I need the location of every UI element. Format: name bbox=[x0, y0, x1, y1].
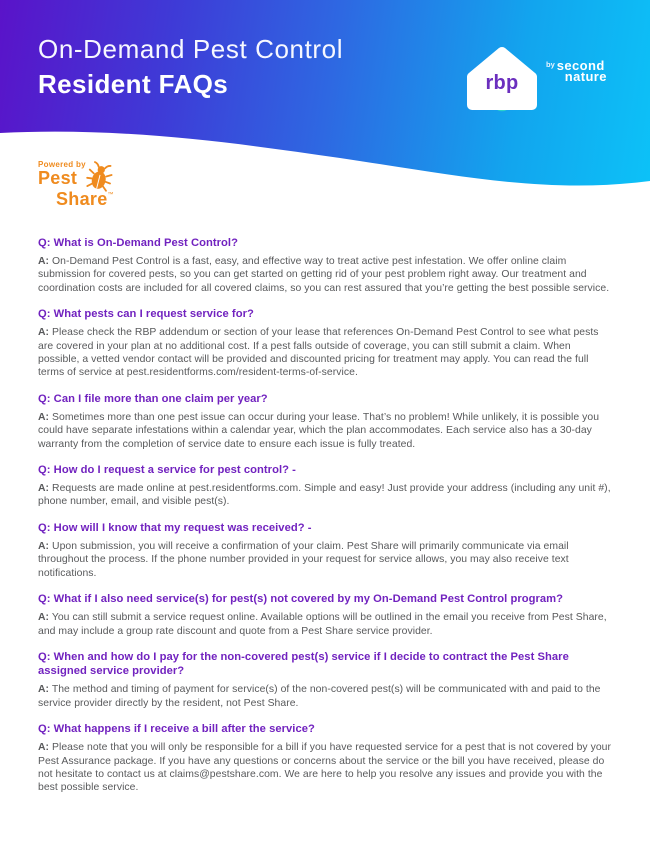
rbp-monogram: rbp bbox=[485, 72, 519, 94]
answer-text: Sometimes more than one pest issue can occur during your lease. That’s no problem! While unlikely, it is possible you could have separate infestations within a calendar year, which the plan accommodates. Each service also has a 30-day warranty from the completion of service date to ensure each issue is fully treated. bbox=[38, 411, 600, 450]
pest-label: Pest bbox=[38, 168, 78, 188]
faq-answer bbox=[38, 482, 614, 509]
faq-answer bbox=[38, 540, 614, 580]
faq-item bbox=[38, 650, 614, 710]
faq-item bbox=[38, 236, 614, 295]
second-label: second bbox=[556, 58, 605, 73]
faq-answer bbox=[38, 683, 614, 710]
rbp-second-nature-logo bbox=[466, 46, 636, 116]
answer-prefix: A: bbox=[38, 742, 50, 754]
answer-prefix: A: bbox=[38, 540, 50, 552]
pest-share-logo bbox=[38, 160, 158, 207]
faq-question: Q: What is On-Demand Pest Control? bbox=[38, 237, 238, 249]
faq-list bbox=[0, 230, 650, 795]
share-label: Share™ bbox=[56, 189, 114, 209]
answer-text: Please note that you will only be responsible for a bill if you have requested service for a pest that is not covered by your Pest Assurance package. If you have any questions or concerns about the service or the bill you have received, please do not hesitate to contact us at claims@pestshare.com. We are here to help you resolve any issues and provide you with the best possible service. bbox=[38, 742, 612, 794]
faq-question: Q: How will I know that my request was received? - bbox=[38, 521, 312, 534]
second-nature-wordmark bbox=[546, 60, 607, 86]
by-label: by bbox=[546, 60, 555, 69]
faq-item bbox=[38, 521, 614, 580]
faq-question: Q: Can I file more than one claim per year? bbox=[38, 392, 268, 405]
faq-item bbox=[38, 592, 614, 638]
answer-prefix: A: bbox=[38, 256, 50, 267]
faq-item bbox=[38, 307, 614, 380]
answer-text: Upon submission, you will receive a confirmation of your claim. Pest Share will primarily communicate via email throughout the process. If the phone number provided in your request for service allows, you may also receive text notifications. bbox=[38, 540, 569, 579]
faq-question: Q: What happens if I receive a bill after the service? bbox=[38, 723, 315, 736]
faq-item bbox=[38, 392, 614, 451]
page-title-line1: On-Demand Pest Control bbox=[38, 34, 344, 64]
pest-share-wordmark bbox=[38, 170, 158, 207]
powered-by-label: Powered by bbox=[38, 160, 86, 169]
faq-answer bbox=[38, 741, 614, 795]
faq-item bbox=[38, 463, 614, 509]
page-title-line2: Resident FAQs bbox=[38, 69, 229, 99]
faq-question: Q: When and how do I pay for the non-covered pest(s) service if I decide to contract the Pest Share assigned service provider? bbox=[38, 650, 569, 678]
faq-answer bbox=[38, 255, 614, 295]
answer-text: You can still submit a service request online. Available options will be outlined in the email you receive from Pest Share, and may include a group rate discount and quote from a Pest Share service provider. bbox=[38, 612, 607, 637]
answer-prefix: A: bbox=[38, 483, 50, 495]
faq-question: Q: What pests can I request service for? bbox=[38, 308, 254, 321]
trademark-symbol: ™ bbox=[107, 192, 114, 198]
answer-prefix: A: bbox=[38, 612, 50, 624]
nature-label: nature bbox=[564, 69, 607, 84]
faq-answer bbox=[38, 411, 614, 451]
faq-answer bbox=[38, 611, 614, 638]
faq-question: Q: What if I also need service(s) for pest(s) not covered by my On-Demand Pest Control program? bbox=[38, 593, 564, 606]
answer-text: The method and timing of payment for service(s) of the non-covered pest(s) will be communicated with and paid to the service provider directly by the resident, not Pest Share. bbox=[38, 684, 601, 709]
answer-text: On-Demand Pest Control is a fast, easy, and effective way to treat active pest infestation. We offer online claim submission for covered pests, so you can get started on getting rid of your pest problem right away. Our treatment and coordination costs are included for all covered claims, so you can rest assured that you’re getting the best possible service. bbox=[38, 256, 610, 294]
faq-item bbox=[38, 722, 614, 795]
header-banner bbox=[0, 0, 650, 230]
answer-text: Please check the RBP addendum or section of your lease that references On-Demand Pest Control to see what pests are covered in your plan at no additional cost. If a pest falls outside of coverage, you can still submit a claim. When possible, a vetted vendor contact will be provided and discounted pricing for treatment may apply. You can read the full terms of service at pest.residentforms.com/resident-terms-of-service. bbox=[38, 327, 599, 379]
answer-prefix: A: bbox=[38, 411, 50, 423]
faq-answer bbox=[38, 326, 614, 380]
answer-prefix: A: bbox=[38, 684, 50, 696]
faq-question: Q: How do I request a service for pest control? - bbox=[38, 464, 296, 477]
answer-text: Requests are made online at pest.residentforms.com. Simple and easy! Just provide your address (including any unit #), phone number, email, and visible pest(s). bbox=[38, 483, 611, 508]
answer-prefix: A: bbox=[38, 327, 50, 339]
page-title bbox=[38, 33, 343, 100]
